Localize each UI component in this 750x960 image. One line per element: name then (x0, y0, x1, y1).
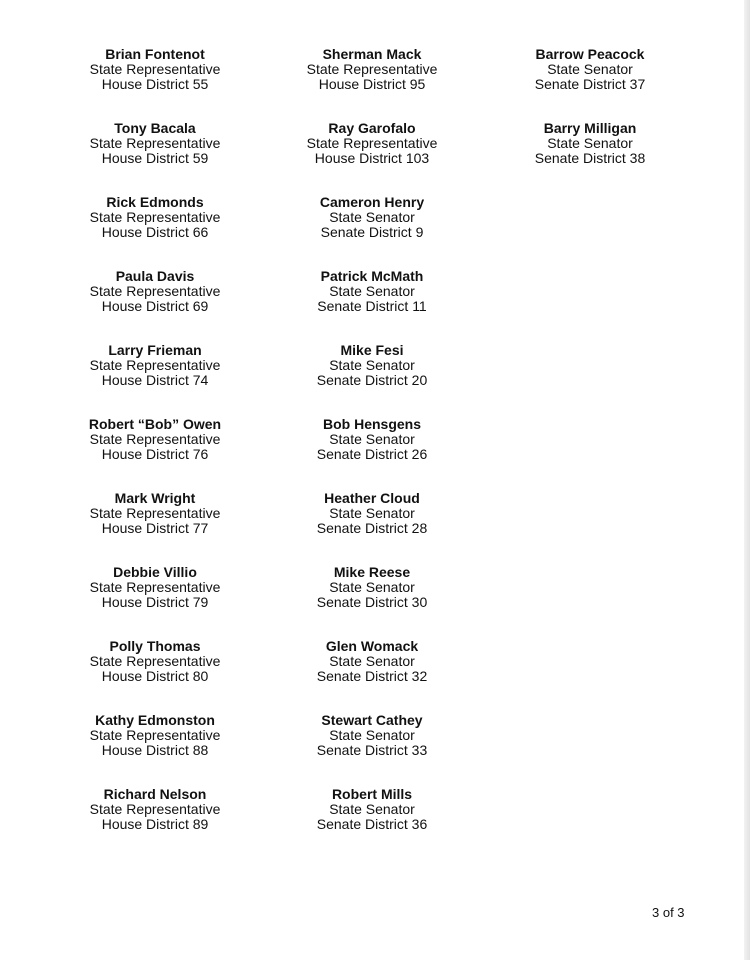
legislator-entry (262, 343, 482, 417)
legislator-name: Larry Frieman (108, 342, 202, 358)
legislator-entry (45, 343, 265, 417)
column-1 (45, 47, 265, 861)
legislator-name: Mike Reese (333, 564, 411, 580)
legislator-name: Rick Edmonds (106, 194, 204, 210)
legislator-title: State Senator (329, 801, 415, 817)
legislator-title: State Senator (547, 135, 633, 151)
legislator-title: State Senator (329, 209, 415, 225)
legislator-title: State Representative (306, 135, 438, 151)
legislator-entry (262, 491, 482, 565)
legislator-name: Robert Mills (331, 786, 413, 802)
legislator-name: Polly Thomas (109, 638, 201, 654)
legislator-district: House District 103 (314, 150, 430, 166)
legislator-district: House District 69 (101, 298, 209, 314)
legislator-district: Senate District 36 (316, 816, 428, 832)
legislator-name: Kathy Edmonston (95, 712, 215, 728)
legislator-title: State Representative (89, 653, 221, 669)
legislator-district: Senate District 20 (316, 372, 428, 388)
legislator-title: State Senator (329, 505, 415, 521)
legislator-name: Glen Womack (325, 638, 419, 654)
legislator-name: Patrick McMath (320, 268, 424, 284)
column-3 (480, 47, 700, 195)
legislator-name: Stewart Cathey (321, 712, 423, 728)
legislator-entry (262, 195, 482, 269)
legislator-title: State Representative (89, 505, 221, 521)
legislator-entry (262, 639, 482, 713)
legislator-title: State Senator (329, 431, 415, 447)
legislator-district: Senate District 30 (316, 594, 428, 610)
legislator-name: Paula Davis (115, 268, 195, 284)
legislator-name: Richard Nelson (103, 786, 207, 802)
legislator-title: State Representative (89, 801, 221, 817)
legislator-entry (262, 713, 482, 787)
legislator-name: Brian Fontenot (105, 46, 205, 62)
legislator-district: House District 66 (101, 224, 209, 240)
page-edge (744, 0, 750, 960)
legislator-district: Senate District 37 (534, 76, 646, 92)
legislator-entry (45, 491, 265, 565)
legislator-district: Senate District 33 (316, 742, 428, 758)
legislator-name: Tony Bacala (114, 120, 196, 136)
legislator-entry (45, 195, 265, 269)
legislator-district: Senate District 9 (320, 224, 424, 240)
legislator-entry (45, 121, 265, 195)
legislator-name: Sherman Mack (322, 46, 422, 62)
legislator-entry (45, 269, 265, 343)
legislator-district: House District 77 (101, 520, 209, 536)
legislator-title: State Senator (329, 579, 415, 595)
legislator-district: House District 59 (101, 150, 209, 166)
legislator-district: Senate District 26 (316, 446, 428, 462)
legislator-name: Heather Cloud (324, 490, 420, 506)
legislator-title: State Representative (89, 579, 221, 595)
legislator-title: State Representative (89, 727, 221, 743)
legislator-name: Barrow Peacock (535, 46, 645, 62)
legislator-entry (45, 47, 265, 121)
legislator-district: Senate District 32 (316, 668, 428, 684)
legislator-district: House District 80 (101, 668, 209, 684)
legislator-name: Robert “Bob” Owen (88, 416, 222, 432)
legislator-name: Mark Wright (114, 490, 196, 506)
legislator-district: Senate District 28 (316, 520, 428, 536)
legislator-district: House District 76 (101, 446, 209, 462)
legislator-title: State Senator (329, 727, 415, 743)
legislator-entry (45, 417, 265, 491)
legislator-title: State Senator (329, 283, 415, 299)
legislator-name: Mike Fesi (340, 342, 404, 358)
legislator-entry (45, 565, 265, 639)
legislator-district: Senate District 38 (534, 150, 646, 166)
column-2 (262, 47, 482, 861)
legislator-title: State Senator (547, 61, 633, 77)
page-number: 3 of 3 (652, 905, 685, 920)
legislator-district: House District 74 (101, 372, 209, 388)
legislator-district: House District 79 (101, 594, 209, 610)
legislator-entry (480, 47, 700, 121)
legislator-name: Bob Hensgens (322, 416, 421, 432)
legislator-entry (45, 639, 265, 713)
legislator-entry (45, 787, 265, 861)
legislator-title: State Senator (329, 653, 415, 669)
legislator-entry (262, 269, 482, 343)
legislator-entry (262, 787, 482, 861)
legislator-entry (262, 121, 482, 195)
legislator-title: State Representative (89, 209, 221, 225)
legislator-name: Ray Garofalo (328, 120, 416, 136)
legislator-name: Barry Milligan (543, 120, 637, 136)
legislator-title: State Representative (89, 431, 221, 447)
legislator-district: House District 89 (101, 816, 209, 832)
legislator-name: Debbie Villio (113, 564, 197, 580)
legislator-district: Senate District 11 (317, 298, 427, 314)
legislator-title: State Representative (89, 357, 221, 373)
legislator-district: House District 88 (101, 742, 209, 758)
legislator-district: House District 55 (101, 76, 209, 92)
legislator-entry (262, 47, 482, 121)
legislator-entry (262, 565, 482, 639)
legislator-name: Cameron Henry (319, 194, 425, 210)
legislator-entry (45, 713, 265, 787)
legislator-title: State Representative (89, 283, 221, 299)
legislator-title: State Representative (89, 135, 221, 151)
legislator-entry (480, 121, 700, 195)
legislator-district: House District 95 (318, 76, 426, 92)
legislator-title: State Representative (306, 61, 438, 77)
legislator-title: State Representative (89, 61, 221, 77)
legislator-entry (262, 417, 482, 491)
legislator-title: State Senator (329, 357, 415, 373)
